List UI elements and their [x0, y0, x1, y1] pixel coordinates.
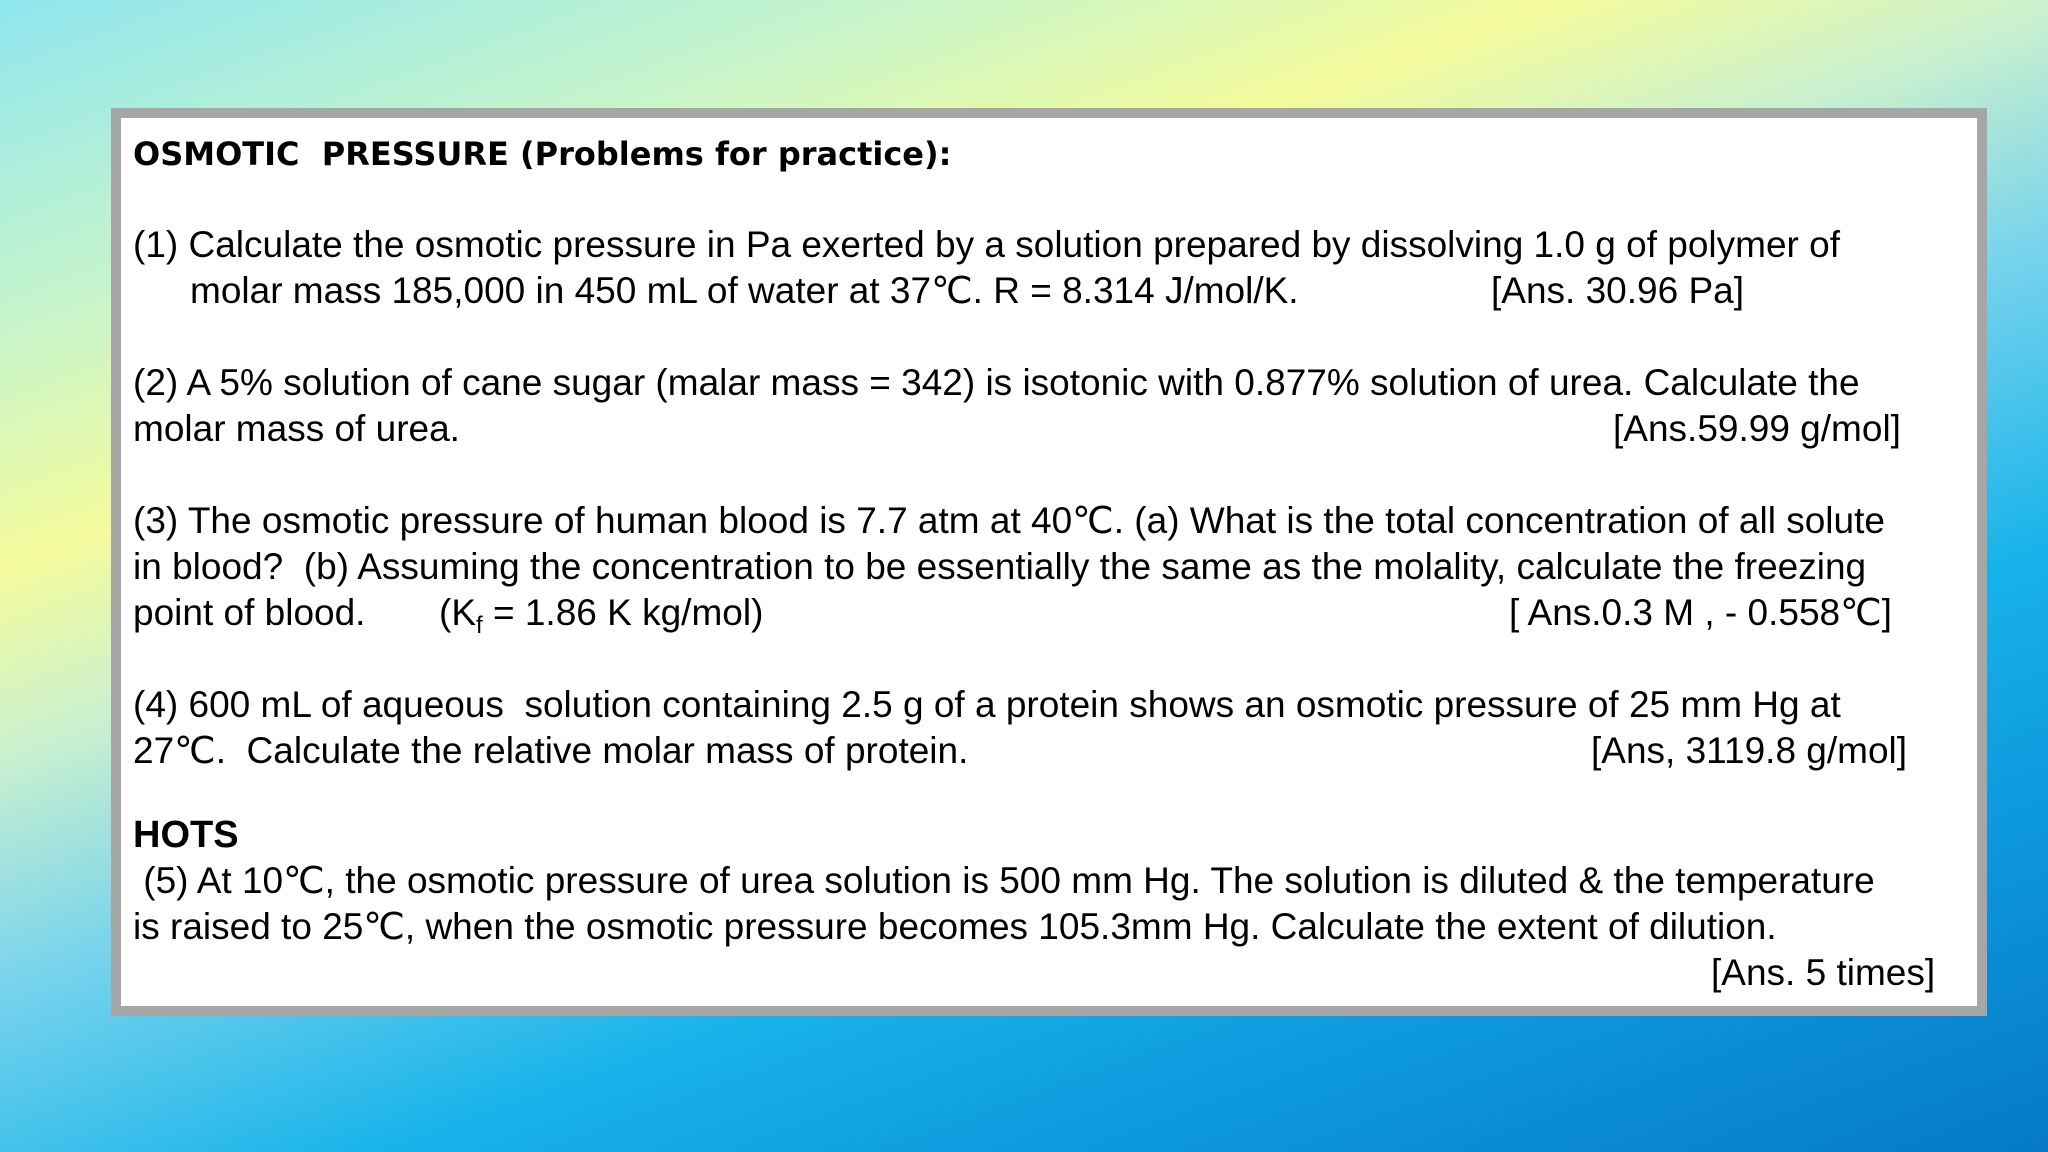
problem-3-constant — [439, 590, 764, 639]
problem-2-answer: [Ans.59.99 g/mol] — [1613, 408, 1901, 449]
problem-3-line-1: (3) The osmotic pressure of human blood is 7.7 atm at 40℃. (a) What is the total concentration of all solute — [133, 500, 1885, 541]
problem-4-answer: [Ans, 3119.8 g/mol] — [1591, 730, 1908, 771]
kf-subscript: f — [476, 612, 483, 639]
problem-1-line-2: molar mass 185,000 in 450 mL of water at 37℃. R = 8.314 J/mol/K. — [190, 270, 1299, 311]
problem-2-line-2: molar mass of urea. — [133, 408, 460, 449]
problem-4-line-1: (4) 600 mL of aqueous solution containing 2.5 g of a protein shows an osmotic pressure of 25 mm Hg at — [133, 684, 1841, 725]
problem-panel — [111, 108, 1987, 1016]
problem-3-line-3: point of blood. — [133, 592, 366, 633]
kf-symbol: (K — [439, 592, 476, 633]
hots-answer: [Ans. 5 times] — [1711, 952, 1936, 993]
problem-4-line-2: 27℃. Calculate the relative molar mass of protein. — [133, 730, 969, 771]
hots-line-1: (5) At 10℃, the osmotic pressure of urea solution is 500 mm Hg. The solution is diluted & the temperature — [133, 860, 1875, 901]
problem-1-line-1: (1) Calculate the osmotic pressure in Pa exerted by a solution prepared by dissolving 1.0 g of polymer of — [133, 224, 1841, 265]
kf-value: = 1.86 K kg/mol) — [482, 592, 764, 633]
problem-1-answer: [Ans. 30.96 Pa] — [1491, 270, 1745, 311]
page-title: OSMOTIC PRESSURE (Problems for practice): — [133, 135, 952, 173]
problem-3-answer: [ Ans.0.3 M , - 0.558℃] — [1509, 592, 1892, 633]
problem-3-line-2: in blood? (b) Assuming the concentration to be essentially the same as the molality, calculate the freezing — [133, 546, 1867, 587]
problem-2-line-1: (2) A 5% solution of cane sugar (malar mass = 342) is isotonic with 0.877% solution of urea. Calculate the — [133, 362, 1860, 403]
hots-line-2: is raised to 25℃, when the osmotic pressure becomes 105.3mm Hg. Calculate the extent of dilution. — [133, 906, 1777, 947]
hots-heading: HOTS — [133, 814, 239, 856]
